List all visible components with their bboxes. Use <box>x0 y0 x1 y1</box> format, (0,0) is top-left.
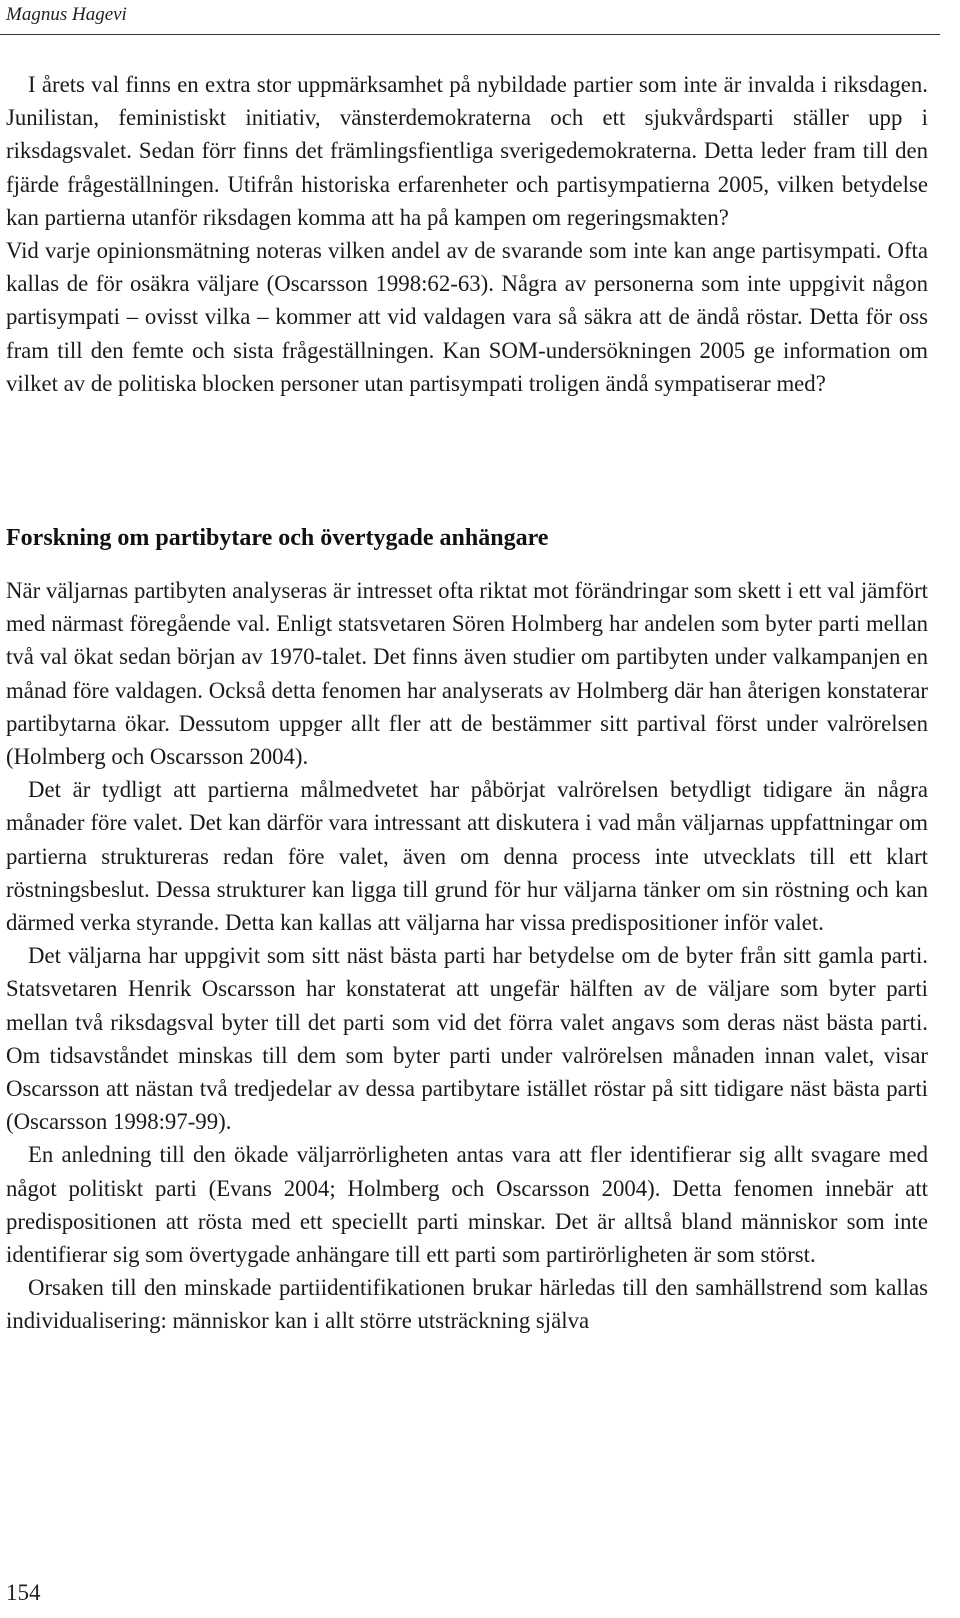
section-text <box>6 574 928 1338</box>
body-paragraph: När väljarnas partibyten analyseras är intresset ofta riktat mot förändringar som skett i ett val jämfört med närmast föregående val. Enligt statsvetaren Sören Holmberg har andelen som byter parti mellan två val ökat sedan början av 1970-talet. Det finns även studier om partibyten under valkampanjen en månad före valdagen. Också detta fenomen har analyserats av Holmberg där han återigen konstaterar partibytarna ökar. Dessutom uppger allt fler att de bestämmer sitt partival först under valrörelsen (Holmberg och Oscarsson 2004). <box>6 578 928 770</box>
running-header-author: Magnus Hagevi <box>6 4 127 25</box>
body-paragraph: Det väljarna har uppgivit som sitt näst bästa parti har betydelse om de byter från sitt gamla parti. Statsvetaren Henrik Oscarsson har konstaterat att ungefär hälften av de väljare som byter parti mellan två riksdagsval byter till det parti som vid det förra valet angavs som deras näst bästa parti. Om tidsavståndet minskas till dem som byter parti under valrörelsen månaden innan valet, visar Oscarsson att nästan två tredjedelar av dessa partibytare istället röstar på sitt tidigare näst bästa parti (Oscarsson 1998:97-99). <box>6 943 928 1135</box>
body-paragraph: I årets val finns en extra stor uppmärksamhet på nybildade partier som inte är invalda i riksdagen. Junilistan, feministiskt initiativ, vänsterdemokraterna och ett sjukvårdsparti ställer upp i riksdagsvalet. Sedan förr finns det främlingsfientliga sverigedemokraterna. Detta leder fram till den fjärde frågeställningen. Utifrån historiska erfarenheter och partisympatierna 2005, vilken betydelse kan partierna utanför riksdagen komma att ha på kampen om regeringsmakten? <box>6 72 928 230</box>
page-number: 154 <box>6 1580 41 1605</box>
body-paragraph: Vid varje opinionsmätning noteras vilken andel av de svarande som inte kan ange partisympati. Ofta kallas de för osäkra väljare (Oscarsson 1998:62-63). Några av personerna som inte uppgivit någon partisympati – ovisst vilka – kommer att vid valdagen vara så säkra att de ändå röstar. Detta för oss fram till den femte och sista frågeställningen. Kan SOM-undersökningen 2005 ge information om vilket av de politiska blocken personer utan partisympati troligen ändå sympatiserar med? <box>6 238 928 396</box>
body-paragraph: En anledning till den ökade väljarrörligheten antas vara att fler identifierar sig allt svagare med något politiskt parti (Evans 2004; Holmberg och Oscarsson 2004). Detta fenomen innebär att predispositionen att rösta med ett speciellt parti minskar. Det är alltså bland människor som inte identifierar sig som övertygade anhängare till ett parti som partirörligheten är som störst. <box>6 1142 928 1268</box>
section-heading: Forskning om partibytare och övertygade anhängare <box>6 525 549 551</box>
header-divider <box>0 34 940 35</box>
intro-text <box>6 68 928 400</box>
body-paragraph: Orsaken till den minskade partiidentifikationen brukar härledas till den samhällstrend som kallas individualisering: människor kan i allt större utsträckning själva <box>6 1275 928 1334</box>
body-paragraph: Det är tydligt att partierna målmedvetet har påbörjat valrörelsen betydligt tidigare än några månader före valet. Det kan därför vara intressant att diskutera i vad mån väljarnas uppfattningar om partierna struktureras redan före valet, även om denna process inte utvecklats till ett klart röstningsbeslut. Dessa strukturer kan ligga till grund för hur väljarna tänker om sin röstning och kan därmed verka styrande. Detta kan kallas att väljarna har vissa predispositioner inför valet. <box>6 777 928 936</box>
